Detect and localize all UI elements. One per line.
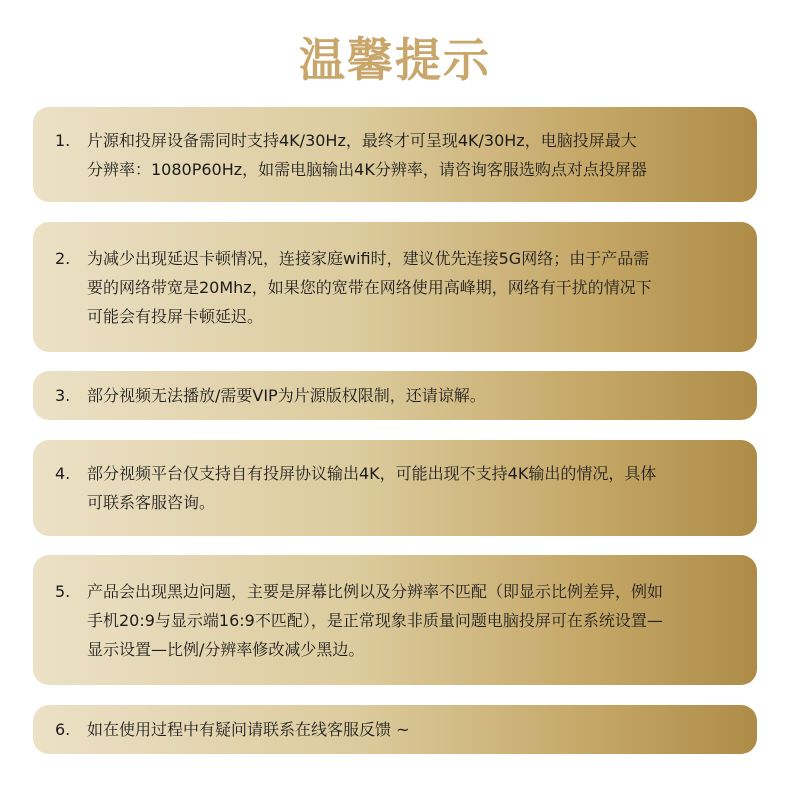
notice-number: 1. (55, 131, 71, 150)
notice-text: 片源和投屏设备需同时支持4K/30Hz，最终才可呈现4K/30Hz，电脑投屏最大 分辨率：1080P60Hz，如需电脑输出4K分辨率，请咨询客服选购点对点投屏器 (87, 130, 647, 179)
notice-card-3 (33, 371, 757, 420)
notice-number: 3. (55, 386, 71, 405)
notice-number: 2. (55, 249, 71, 268)
notice-text: 如在使用过程中有疑问请联系在线客服反馈 ~ (87, 720, 410, 739)
notice-card-4 (33, 440, 757, 536)
notice-card-2 (33, 222, 757, 352)
notice-card-5 (33, 555, 757, 685)
page-title: 温馨提示 (299, 33, 491, 87)
notice-card-6 (33, 705, 757, 754)
notice-text: 部分视频无法播放/需要VIP为片源版权限制，还请谅解。 (87, 386, 486, 405)
notice-text: 部分视频平台仅支持自有投屏协议输出4K，可能出现不支持4K输出的情况，具体 可联系客服咨询。 (87, 464, 657, 512)
notice-text: 为减少出现延迟卡顿情况，连接家庭wifi时，建议优先连接5G网络；由于产品需 要的网络带宽是20Mhz，如果您的宽带在网络使用高峰期，网络有干扰的情况下 可能会有投屏卡顿延迟。 (87, 248, 652, 326)
notice-number: 6. (55, 720, 71, 739)
notice-number: 5. (55, 582, 71, 601)
notice-text: 产品会出现黑边问题，主要是屏幕比例以及分辨率不匹配（即显示比例差异，例如 手机20:9与显示端16:9不匹配），是正常现象非质量问题电脑投屏可在系统设置— 显示设置—比例/分辨率修改减少黑边。 (87, 581, 664, 659)
notice-number: 4. (55, 464, 71, 483)
notice-card-1 (33, 107, 757, 202)
